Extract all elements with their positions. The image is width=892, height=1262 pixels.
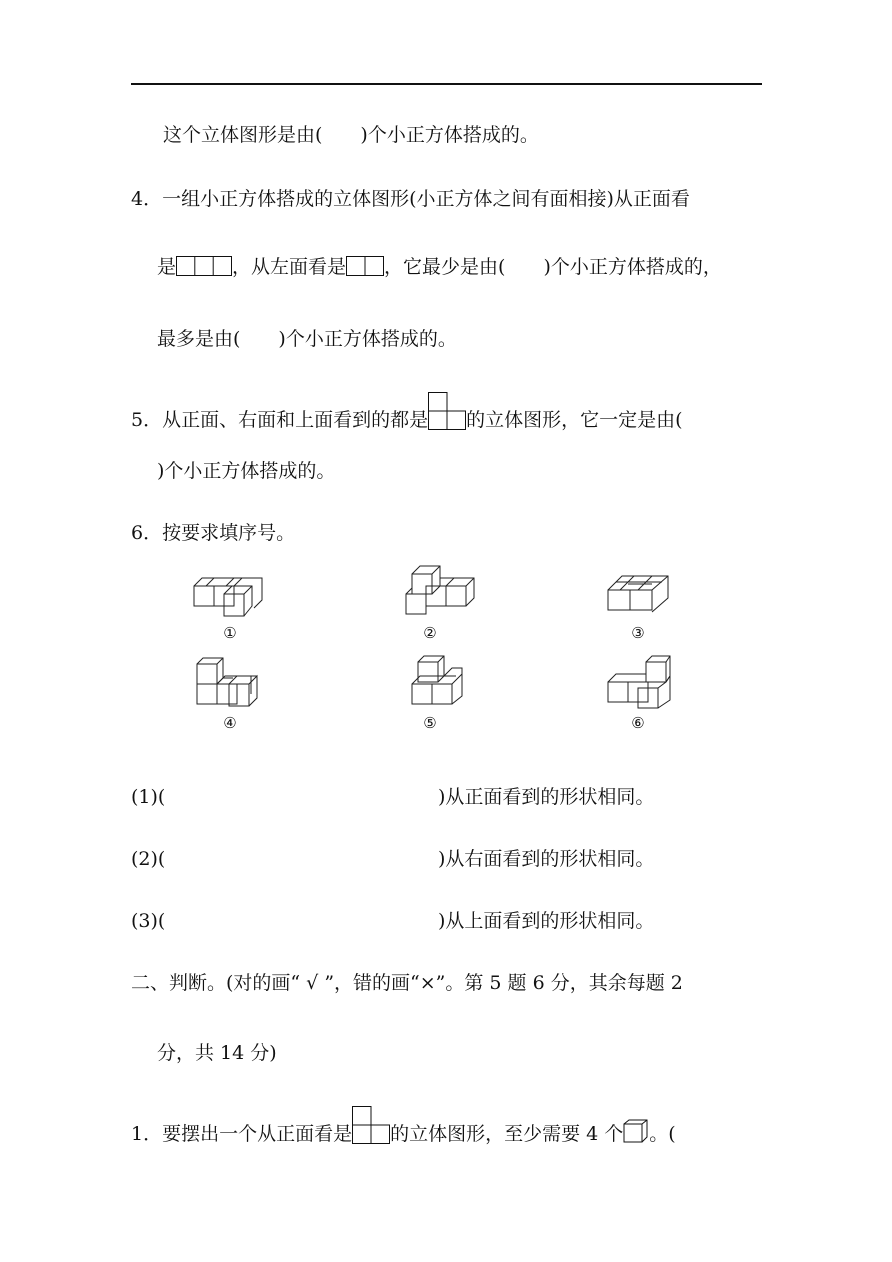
figure-5-label: ⑤ <box>423 714 437 732</box>
judgment-1 <box>131 1106 676 1147</box>
figure-2-label: ② <box>423 624 437 642</box>
two-square-row-icon <box>346 256 384 276</box>
l-shape-squares-icon <box>428 392 466 430</box>
three-square-row-icon <box>176 256 232 276</box>
figure-5-cubes <box>406 652 468 708</box>
question-3-tail: 这个立体图形是由( )个小正方体搭成的。 <box>163 124 539 146</box>
question-6-title: 6．按要求填序号。 <box>131 522 296 544</box>
figure-4-cubes <box>193 654 265 710</box>
figure-4-label: ④ <box>223 714 237 732</box>
question-4-line-3: 最多是由( )个小正方体搭成的。 <box>157 328 457 350</box>
figure-3-cubes <box>604 570 674 616</box>
figure-6-cubes <box>604 654 674 710</box>
q4-text-b: ，从左面看是 <box>232 256 347 278</box>
sub-question-1-prefix: (1)( <box>131 786 166 808</box>
section-2-heading: 二、判断。(对的画“ √ ”，错的画“×”。第 5 题 6 分，其余每题 2 <box>131 972 683 994</box>
question-4-line-2 <box>157 254 722 280</box>
j1-text-b: 的立体图形，至少需要 4 个 <box>390 1123 624 1145</box>
sub-question-2-prefix: (2)( <box>131 848 166 870</box>
j1-text-c: 。( <box>649 1123 676 1145</box>
figure-1-label: ① <box>223 624 237 642</box>
sub-question-3-prefix: (3)( <box>131 910 166 932</box>
figure-2-cubes <box>402 564 478 620</box>
l-shape-squares-icon-2 <box>352 1106 390 1144</box>
sub-question-3-suffix: )从上面看到的形状相同。 <box>438 910 655 932</box>
header-rule <box>131 83 762 85</box>
q4-text-a: 是 <box>157 256 177 278</box>
figure-3-label: ③ <box>631 624 645 642</box>
question-5-line-1 <box>131 392 683 433</box>
j1-text-a: 1．要摆出一个从正面看是 <box>131 1123 353 1145</box>
sub-question-1-suffix: )从正面看到的形状相同。 <box>438 786 655 808</box>
question-4-line-1: 4．一组小正方体搭成的立体图形(小正方体之间有面相接)从正面看 <box>131 188 690 210</box>
q5-text-a: 5．从正面、右面和上面看到的都是 <box>131 409 429 431</box>
question-5-line-2: )个小正方体搭成的。 <box>157 460 336 482</box>
q4-text-c: ，它最少是由( )个小正方体搭成的， <box>384 256 722 278</box>
section-2-heading-cont: 分，共 14 分) <box>157 1042 277 1064</box>
figure-6-label: ⑥ <box>631 714 645 732</box>
q5-text-b: 的立体图形，它一定是由( <box>466 409 683 431</box>
small-cube-icon <box>623 1119 649 1143</box>
sub-question-2-suffix: )从右面看到的形状相同。 <box>438 848 655 870</box>
figure-1-cubes <box>190 572 266 618</box>
